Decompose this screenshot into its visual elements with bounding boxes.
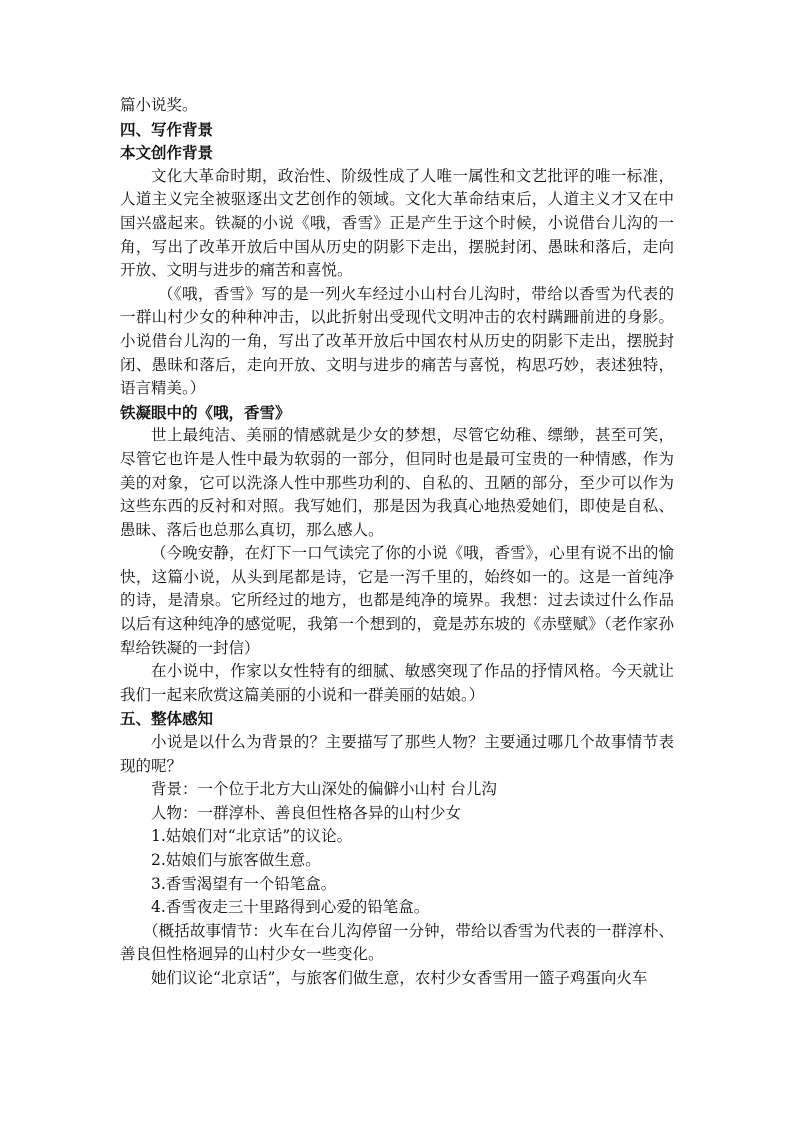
paragraph-tiening-3: 在小说中，作家以女性特有的细腻、敏感突现了作品的抒情风格。今天就让我们一起来欣赏这篇美丽的小说和一群美丽的姑娘。） bbox=[120, 662, 674, 704]
paragraph-summary-2: 她们议论“北京话”，与旅客们做生意，农村少女香雪用一篮子鸡蛋向火车 bbox=[151, 968, 648, 987]
paragraph-background-2: （《哦，香雪》写的是一列火车经过小山村台儿沟时，带给以香雪为代表的一群山村少女的种种冲击，以此折射出受现代文明冲击的农村蹒跚前进的身影。小说借台儿沟的一角，写出了改革开放后中国农村从历史的阴影下走出，摆脱封闭、愚昧和落后，走向开放、文明与进步的痛苦与喜悦，构思巧妙，表述独特，语言精美。） bbox=[120, 284, 674, 398]
paragraph-tiening-2: （今晚安静，在灯下一口气读完了你的小说《哦，香雪》，心里有说不出的愉快，这篇小说，从头到尾都是诗，它是一泻千里的，始终如一的。这是一首纯净的诗，是清泉。它所经过的地方，也都是纯净的境界。我想：过去读过什么作品以后有这种纯净的感觉呢，我第一个想到的，竟是苏东坡的《赤壁赋》（老作家孙犁给铁凝的一封信） bbox=[120, 544, 674, 657]
plot-item-3: 3.香雪渴望有一个铅笔盒。 bbox=[151, 874, 337, 893]
section-heading-writing-background: 四、写作背景 bbox=[120, 119, 214, 139]
document-page bbox=[120, 94, 674, 991]
line-background: 背景：一个位于北方大山深处的偏僻小山村 台儿沟 bbox=[151, 780, 497, 799]
plot-item-4: 4.香雪夜走三十里路得到心爱的铅笔盒。 bbox=[151, 898, 430, 917]
paragraph-tiening-1: 世上最纯洁、美丽的情感就是少女的梦想，尽管它幼稚、缥缈，甚至可笑，尽管它也许是人性中最为软弱的一部分，但同时也是最可宝贵的一种情感，作为美的对象，它可以洗涤人性中那些功利的、自私的、丑陋的部分，至少可以作为这些东西的反衬和对照。我写她们，那是因为我真心地热爱她们，即使是自私、愚昧、落后也总那么真切，那么感人。 bbox=[120, 426, 674, 539]
plot-item-1: 1.姑娘们对“北京话”的议论。 bbox=[151, 827, 353, 846]
continuation-text: 篇小说奖。 bbox=[120, 96, 198, 114]
line-characters: 人物：一群淳朴、善良但性格各异的山村少女 bbox=[151, 803, 462, 822]
section-heading-overall-perception: 五、整体感知 bbox=[120, 709, 214, 729]
subheading-tiening-view: 铁凝眼中的《哦，香雪》 bbox=[120, 402, 291, 422]
subheading-creation-background: 本文创作背景 bbox=[120, 143, 214, 163]
paragraph-question: 小说是以什么为背景的？主要描写了那些人物？主要通过哪几个故事情节表现的呢？ bbox=[120, 733, 674, 775]
paragraph-summary-1: （概括故事情节：火车在台儿沟停留一分钟，带给以香雪为代表的一群淳朴、善良但性格迥异的山村少女一些变化。 bbox=[120, 921, 674, 964]
paragraph-background-1: 文化大革命时期，政治性、阶级性成了人唯一属性和文艺批评的唯一标准，人道主义完全被驱逐出文艺创作的领域。文化大革命结束后，人道主义才又在中国兴盛起来。铁凝的小说《哦，香雪》正是产生于这个时候，小说借台儿沟的一角，写出了改革开放后中国从历史的阴影下走出，摆脱封闭、愚昧和落后，走向开放、文明与进步的痛苦和喜悦。 bbox=[120, 166, 674, 280]
plot-item-2: 2.姑娘们与旅客做生意。 bbox=[151, 851, 321, 869]
